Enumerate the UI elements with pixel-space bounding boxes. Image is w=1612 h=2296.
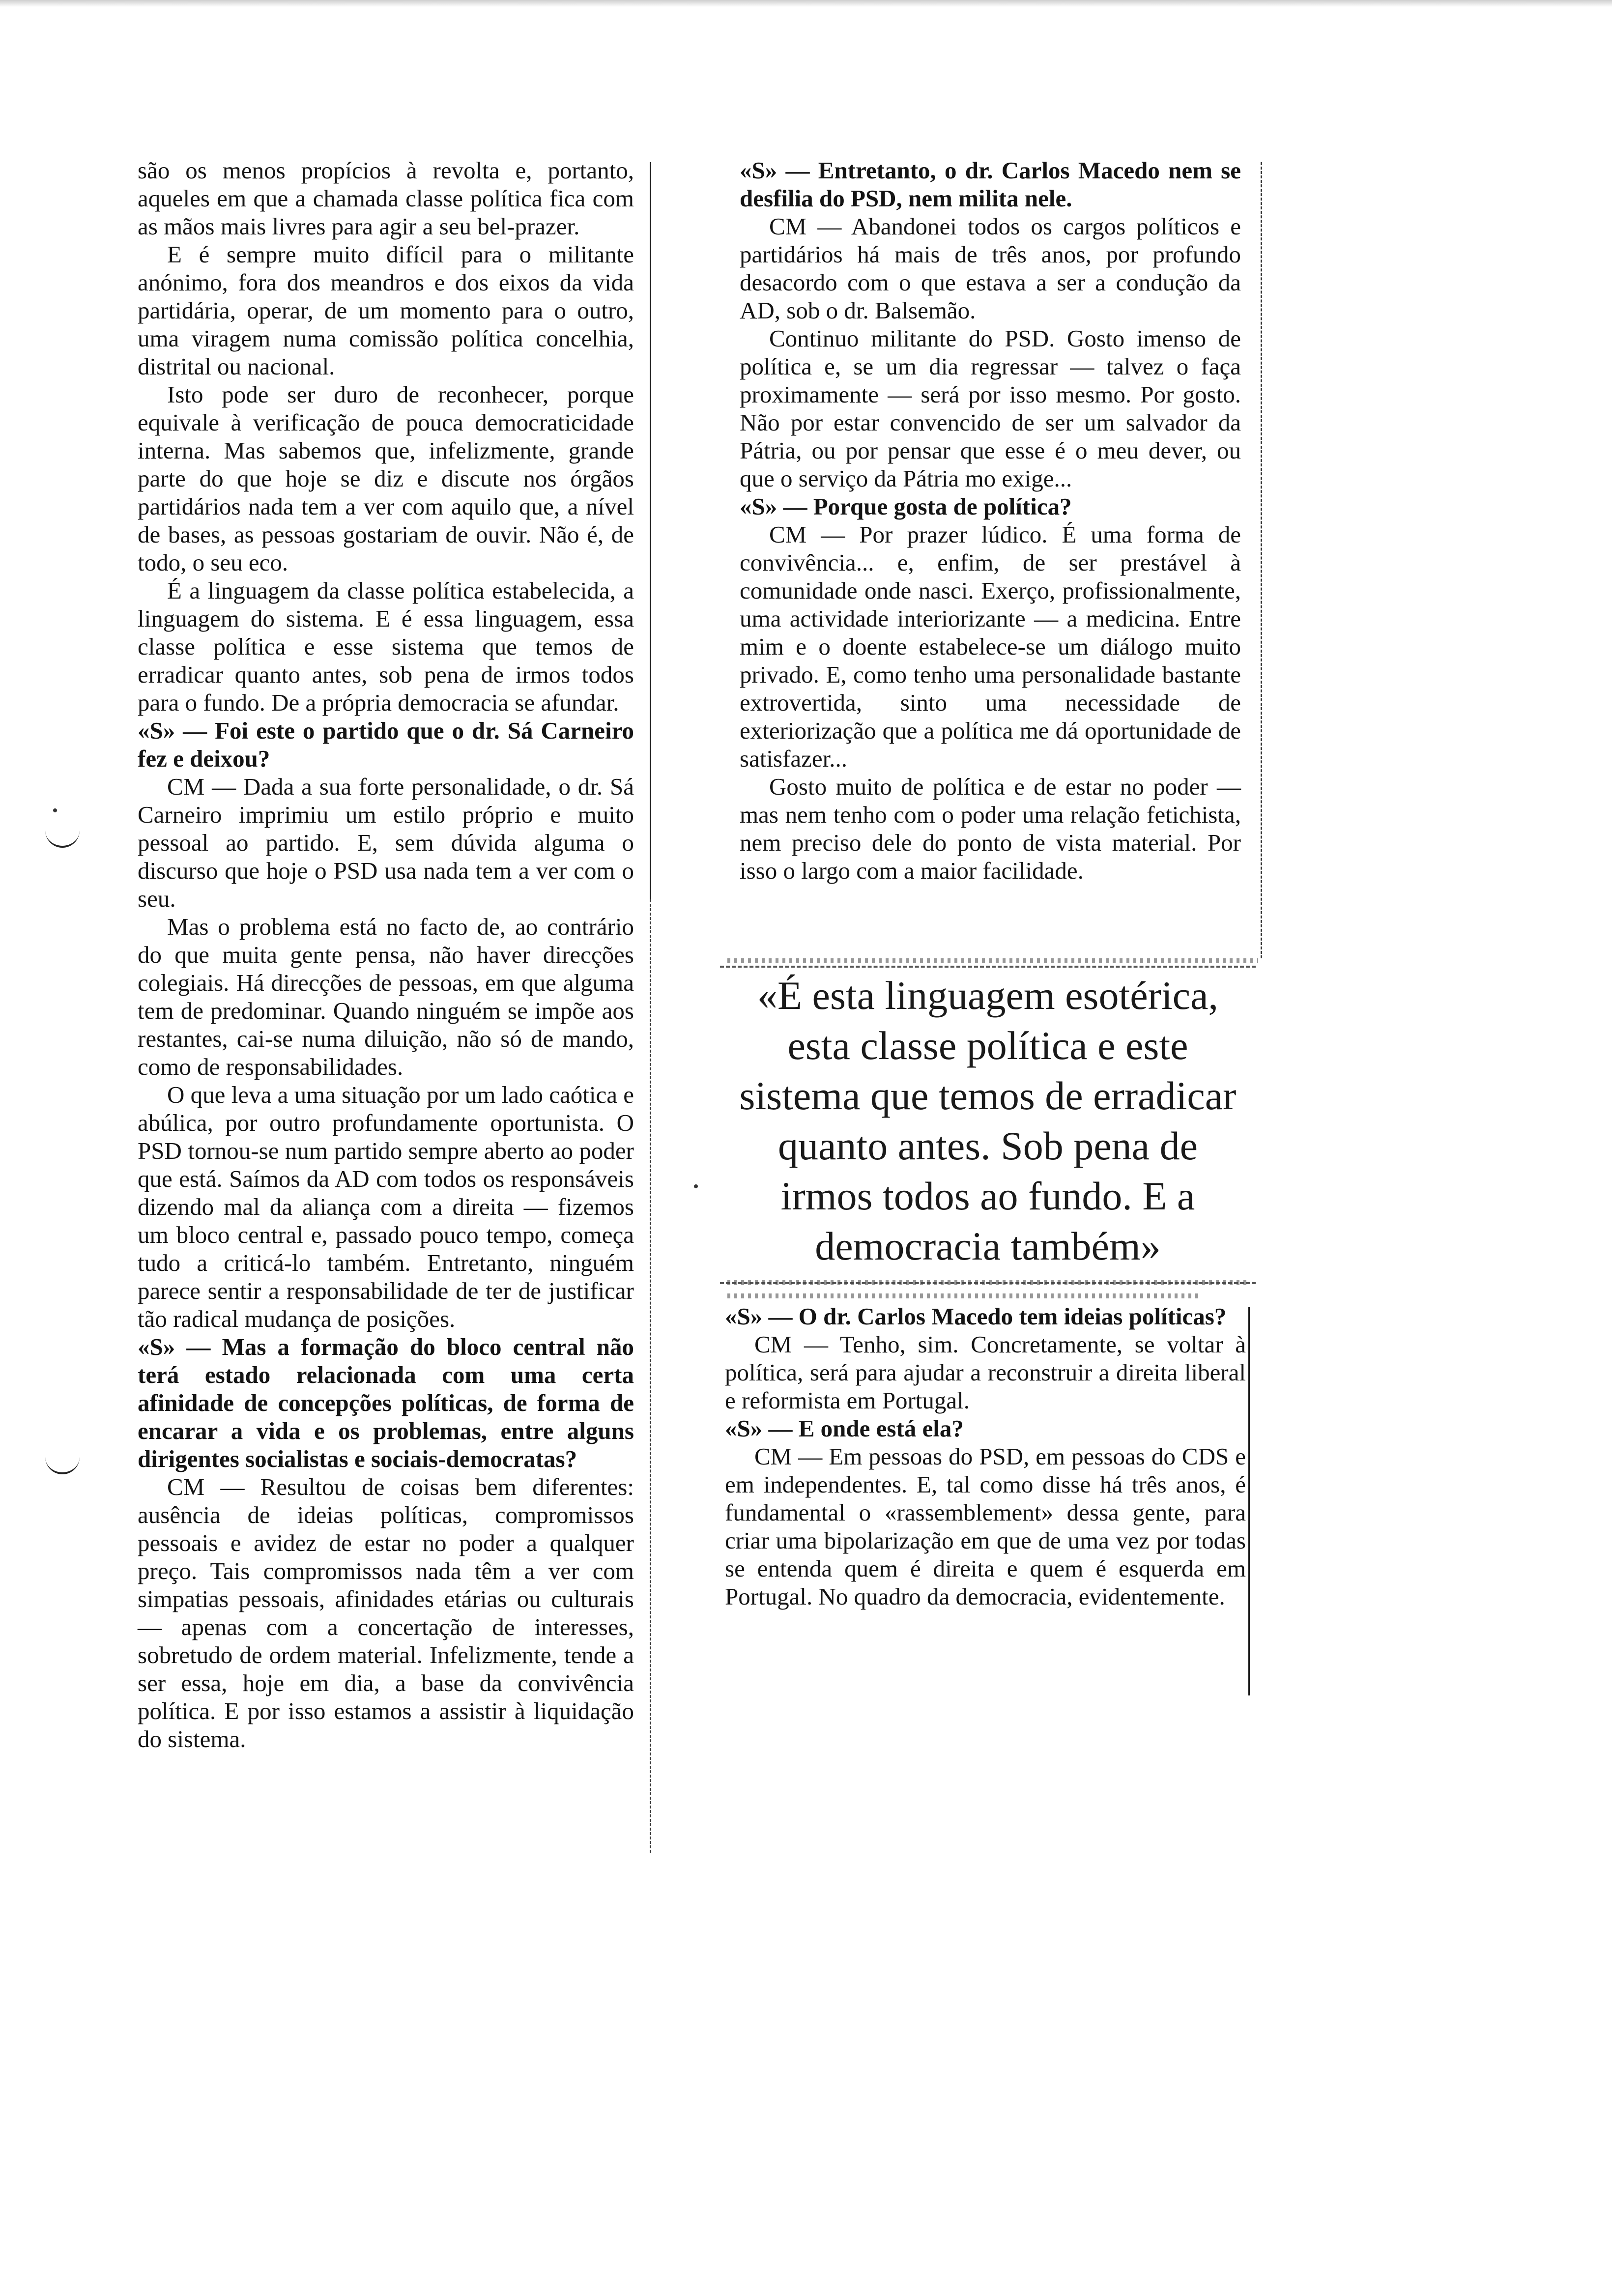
- left-column: [138, 156, 634, 1753]
- speaker-initials: CM: [167, 773, 205, 800]
- right-column-rule-lower: [1248, 1307, 1250, 1695]
- answer-text: — Tenho, sim. Concretamente, se voltar à política, será para ajudar a reconstruir a direita liberal e reformista em Portugal.: [725, 1331, 1246, 1414]
- speaker-initials: CM: [769, 213, 807, 240]
- interview-answer: [740, 520, 1241, 773]
- scan-dot: [53, 808, 57, 812]
- pull-quote: «É esta linguagem esotérica, esta classe política e este sistema que temos de erradicar quanto antes. Sob pena de irmos todos ao fundo. E a democracia também»: [739, 973, 1237, 1268]
- scan-noise: [727, 1280, 1248, 1285]
- interview-answer: [740, 212, 1241, 324]
- scan-dot: [694, 1184, 698, 1188]
- right-column-rule: [1261, 162, 1262, 958]
- body-paragraph: O que leva a uma situação por um lado caótica e abúlica, por outro profundamente oportunista. O PSD tornou-se num partido sempre aberto ao poder que está. Saímos da AD com todos os responsáveis dizendo mal da aliança com a direita — fizemos um bloco central e, passado pouco tempo, começa tudo a criticá-lo também. Entretanto, ninguém parece sentir a responsabilidade de ter de justificar tão radical mudança de posições.: [138, 1081, 634, 1332]
- punch-mark-bottom: [45, 1455, 80, 1474]
- punch-mark-top: [45, 828, 80, 848]
- interview-question: «S» — Porque gosta de política?: [740, 493, 1072, 520]
- body-paragraph: Continuo militante do PSD. Gosto imenso de política e, se um dia regressar — talvez o faça proximamente — será por isso mesmo. Por gosto. Não por estar convencido de ser um salvador da Pátria, ou por pensar que esse é o meu dever, ou que o serviço da Pátria mo exige...: [740, 325, 1241, 492]
- answer-text: — Dada a sua forte personalidade, o dr. Sá Carneiro imprimiu um estilo próprio e muito pessoal ao partido. E, sem dúvida alguma o discurso que hoje o PSD usa nada tem a ver com o seu.: [138, 773, 634, 912]
- interview-question: «S» — O dr. Carlos Macedo tem ideias políticas?: [725, 1303, 1227, 1330]
- speaker-initials: CM: [769, 521, 807, 548]
- interview-question: «S» — Mas a formação do bloco central não terá estado relacionada com uma certa afinidade de concepções políticas, de forma de encarar a vida e os problemas, entre alguns dirigentes socialistas e sociais-democratas?: [138, 1333, 634, 1472]
- answer-text: — Em pessoas do PSD, em pessoas do CDS e em independentes. E, tal como disse há três anos, é fundamental o «rassemblement» dessa gente, para criar uma bipolarização em que de uma vez por todas se entenda quem é direita e quem é esquerda em Portugal. No quadro da democracia, evidentemente.: [725, 1443, 1246, 1610]
- interview-answer: [138, 773, 634, 913]
- left-column-rule: [650, 162, 651, 899]
- body-paragraph: É a linguagem da classe política estabelecida, a linguagem do sistema. E é essa linguagem, essa classe política e esse sistema que temos de erradicar quanto antes, sob pena de irmos todos para o fundo. De a própria democracia se afundar.: [138, 577, 634, 716]
- body-paragraph: Isto pode ser duro de reconhecer, porque equivale à verificação de pouca democraticidade interna. Mas sabemos que, infelizmente, grande parte do que hoje se diz e discute nos órgãos partidários nada tem a ver com aquilo que, a nível de bases, as pessoas gostariam de ouvir. Não é, de todo, o seu eco.: [138, 381, 634, 576]
- right-column: [740, 156, 1241, 885]
- speaker-initials: CM: [754, 1443, 792, 1470]
- speaker-initials: CM: [167, 1473, 205, 1500]
- interview-answer: [725, 1442, 1246, 1610]
- interview-question: «S» — Entretanto, o dr. Carlos Macedo nem se desfilia do PSD, nem milita nele.: [740, 157, 1241, 212]
- body-paragraph: Mas o problema está no facto de, ao contrário do que muita gente pensa, não haver direcções colegiais. Há direcções de pessoas, em que alguma tem de predominar. Quando ninguém se impõe aos restantes, cai-se numa diluição, não só de mando, como de responsabilidades.: [138, 913, 634, 1080]
- scan-edge: [0, 0, 1612, 7]
- answer-text: — Abandonei todos os cargos políticos e partidários há mais de três anos, por profundo desacordo com o que estava a ser a condução da AD, sob o dr. Balsemão.: [740, 213, 1241, 324]
- body-paragraph: são os menos propícios à revolta e, portanto, aqueles em que a chamada classe política fica com as mãos mais livres para agir a seu bel-prazer.: [138, 157, 634, 240]
- body-paragraph: E é sempre muito difícil para o militante anónimo, fora dos meandros e dos eixos da vida partidária, operar, de um momento para o outro, uma viragem numa comissão política concelhia, distrital ou nacional.: [138, 241, 634, 380]
- right-column-continued: [725, 1302, 1246, 1610]
- scan-noise: [727, 1293, 1199, 1298]
- interview-question: «S» — E onde está ela?: [725, 1415, 964, 1442]
- scan-noise: [727, 958, 1258, 963]
- interview-answer: [725, 1330, 1246, 1414]
- interview-question: «S» — Foi este o partido que o dr. Sá Carneiro fez e deixou?: [138, 717, 634, 772]
- body-paragraph: Gosto muito de política e de estar no poder — mas nem tenho com o poder uma relação fetichista, nem preciso dele do ponto de vista material. Por isso o largo com a maior facilidade.: [740, 773, 1241, 884]
- answer-text: — Por prazer lúdico. É uma forma de convivência... e, enfim, de ser prestável à comunidade onde nasci. Exerço, profissionalmente, uma actividade interiorizante — a medicina. Entre mim e o doente estabelece-se um diálogo muito privado. E, como tenho uma personalidade bastante extrovertida, sinto uma necessidade de exteriorização que a política me dá oportunidade de satisfazer...: [740, 521, 1241, 772]
- left-column-rule-dashed: [650, 899, 651, 1853]
- answer-text: — Resultou de coisas bem diferentes: ausência de ideias políticas, compromissos pessoais e avidez de estar no poder a qualquer preço. Tais compromissos nada têm a ver com simpatias pessoais, afinidades etárias ou culturais — apenas com a concertação de interesses, sobretudo de ordem material. Infelizmente, tende a ser essa, hoje em dia, a base da convivência política. E por isso estamos a assistir à liquidação do sistema.: [138, 1473, 634, 1752]
- interview-answer: [138, 1473, 634, 1753]
- speaker-initials: CM: [754, 1331, 792, 1358]
